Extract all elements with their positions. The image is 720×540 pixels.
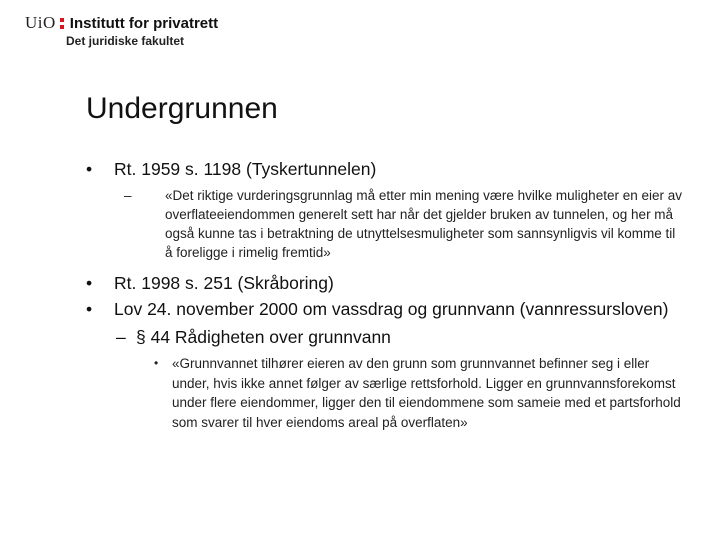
bullet-item-3 (86, 298, 686, 320)
quote-text: «Grunnvannet tilhører eieren av den grunn som grunnvannet befinner seg i eller under, hvis ikke annet følger av særlige rettsforhold. Ligger en grunnvannsforekomst under flere eiendommer, ligger den til eiendommene som sameie med et partsforhold som svarer til hver eiendoms areal på overflaten» (172, 356, 681, 430)
bullet-text: Rt. 1998 s. 251 (Skråboring) (114, 273, 334, 293)
quote-text: «Det riktige vurderingsgrunnlag må etter min mening være hvilke muligheter en eier av overflateeiendommen generelt sett har når det gjelder bruken av tunnelen, og her må også kunne tas i betraktning de utnyttelsesmuligheter som sannsynligvis vil komme til å foreligge i rimelig fremtid» (165, 188, 682, 260)
sub-sub-bullet-quote (154, 354, 686, 432)
dash-marker: – (116, 327, 126, 347)
bullet-item-2 (86, 272, 686, 294)
bullet-marker: • (154, 356, 159, 370)
bullet-text: Rt. 1959 s. 1198 (Tyskertunnelen) (114, 159, 377, 179)
sub-bullet-text: § 44 Rådigheten over grunnvann (136, 327, 391, 347)
bullet-marker: • (86, 273, 93, 293)
logo-colon-icon (60, 18, 64, 29)
uio-logo (25, 14, 218, 48)
institute-name: Institutt for privatrett (69, 14, 219, 32)
slide-title: Undergrunnen (86, 92, 278, 125)
sub-bullet-2 (116, 326, 686, 348)
slide-body (86, 158, 686, 432)
bullet-marker: • (86, 299, 93, 319)
uio-wordmark: UiO (25, 13, 56, 32)
bullet-item-1 (86, 158, 686, 180)
faculty-name: Det juridiske fakultet (66, 34, 185, 48)
bullet-text: Lov 24. november 2000 om vassdrag og grunnvann (vannressursloven) (114, 299, 669, 319)
bullet-marker: • (86, 159, 93, 179)
sub-bullet-quote-1 (124, 186, 686, 262)
dash-marker: – (124, 188, 132, 203)
